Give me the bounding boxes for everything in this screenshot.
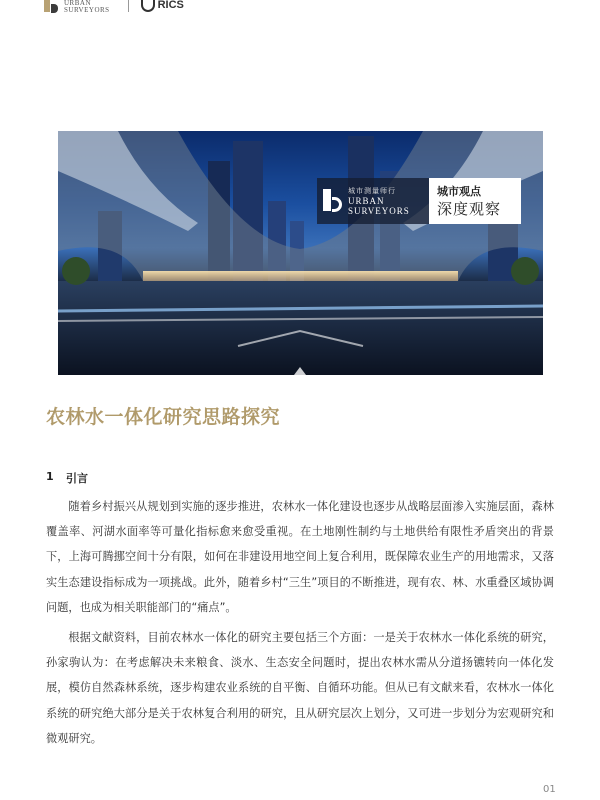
badge-title2: 深度观察 — [437, 199, 502, 218]
brand-line1: URBAN — [64, 0, 92, 7]
badge-en-line1: URBAN — [348, 195, 385, 206]
badge-title-panel — [429, 178, 521, 224]
article-body — [46, 494, 554, 756]
logo-divider — [128, 0, 129, 12]
section-number: 1 — [46, 470, 54, 483]
hero-badge — [317, 178, 521, 224]
section-title: 引言 — [66, 472, 88, 485]
badge-title1: 城市观点 — [437, 184, 481, 198]
brand-line2: SURVEYORS — [64, 6, 110, 14]
rics-icon — [141, 0, 155, 12]
brand-text — [64, 0, 110, 14]
paragraph: 随着乡村振兴从规划到实施的逐步推进，农林水一体化建设也逐步从战略层面渗入实施层面，森林覆盖率、河湖水面率等可量化指标愈来愈受重视。在土地刚性制约与土地供给有限性矛盾突出的背景下，上海可腾挪空间十分有限，如何在非建设用地空间上复合利用，既保障农业生产的用地需求，又落实生态建设指标成为一项挑战。此外，随着乡村“三生”项目的不断推进，现有农、林、水重叠区域协调问题，也成为相关职能部门的“痛点”。 — [46, 500, 554, 614]
hero-image — [58, 131, 543, 375]
header-logos — [44, 0, 244, 14]
paragraph: 根据文献资料，目前农林水一体化的研究主要包括三个方面：一是关于农林水一体化系统的研究，孙家驹认为：在考虑解决未来粮食、淡水、生态安全问题时，提出农林水需从分道扬镳转向一体化发展，模仿自然森林系统，逐步构建农业系统的自平衡、自循环功能。但从已有文献来看，农林水一体化系统的研究绝大部分是关于农林复合利用的研究，且从研究层次上划分，又可进一步划分为宏观研究和微观研究。 — [46, 631, 554, 745]
section-heading — [46, 470, 88, 486]
city-tunnel-illustration — [58, 131, 543, 375]
rics-logo — [141, 0, 184, 12]
urban-surveyors-badge-icon — [323, 189, 343, 213]
badge-logo-panel — [317, 178, 429, 224]
badge-cn-small: 城市测量师行 — [348, 186, 396, 195]
rics-text: RICS — [157, 0, 184, 11]
page-number: 01 — [543, 784, 556, 795]
article-title: 农林水一体化研究思路探究 — [46, 406, 281, 428]
urban-surveyors-logo-icon — [44, 0, 58, 14]
badge-en-line2: SURVEYORS — [348, 205, 410, 216]
